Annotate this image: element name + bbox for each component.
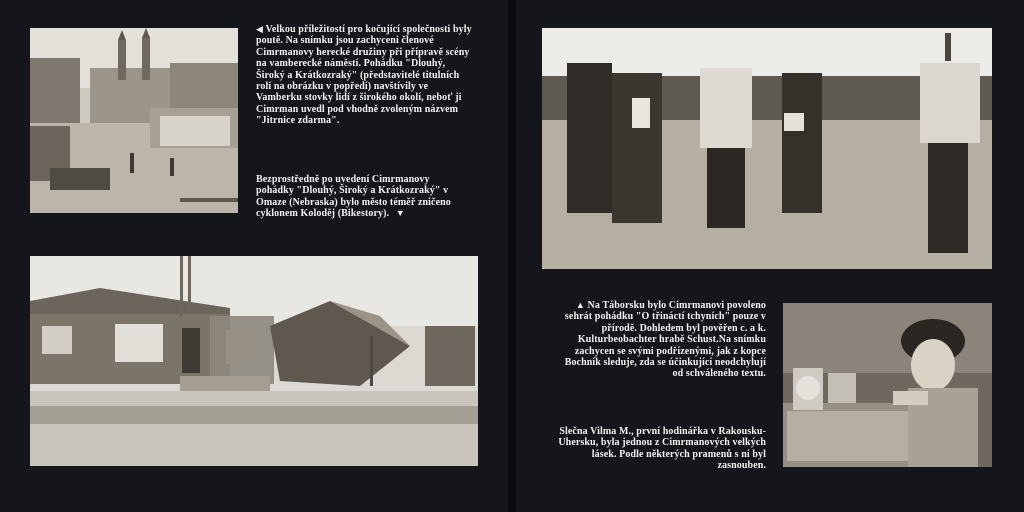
caption-tabor-play (552, 300, 766, 380)
photo-officers-field (542, 28, 992, 269)
photo-watchmaker-woman (783, 303, 992, 467)
caption-omaha-cyclone (256, 174, 468, 220)
caption-cyclone-text: Bezprostředně po uvedení Cimrmanovy pohádky "Dlouhý, Široký a Krátkozraký" v Omaze (Nebraska) bylo město téměř zničeno cyklonem Koloděj (Bikestory). (256, 174, 451, 220)
book-spine (508, 0, 516, 512)
down-arrow-icon: ▼ (395, 208, 405, 219)
photo-destroyed-houses (30, 256, 478, 466)
caption-vilma (552, 426, 766, 472)
caption-vilma-text: Slečna Vilma M., první hodinářka v Rakousku-Uhersku, byla jednou z Cimrmanových velkých lásek. Podle některých pramenů s ní byl zasnouben. (558, 426, 766, 472)
caption-tabor-text: Na Táborsku bylo Cimrmanovi povoleno sehrát pohádku "O třináctí tchyních" pouze v přírodě. Dohledem byl pověřen c. a k. Kulturbeobachter hrabě Schust.Na snímku zachycen se svými podřízenými, jak z kopce Bochník sleduje, zda se účinkující neodchylují od schváleného textu. (564, 300, 766, 380)
caption-fair-text: Velkou příležitostí pro kočující společnosti byly poutě. Na snímku jsou zachyceni členové Cimrmanovy herecké družiny při přípravě scény na vamberecké náměstí. Pohádku "Dlouhý, Široký a Krátkozraký" (představitelé titulních rolí na obrázku v popředí) navštívily ve Vamberku stovky lidí z širokého okolí, neboť ji Cimrman uvedl pod vhodně zvoleným názvem "Jitrnice zdarma". (256, 24, 472, 127)
caption-fair-vamberk (256, 24, 476, 127)
photo-town-square-fair (30, 28, 238, 213)
up-arrow-icon: ▲ (575, 300, 585, 310)
left-arrow-icon: ◀ (256, 24, 264, 34)
